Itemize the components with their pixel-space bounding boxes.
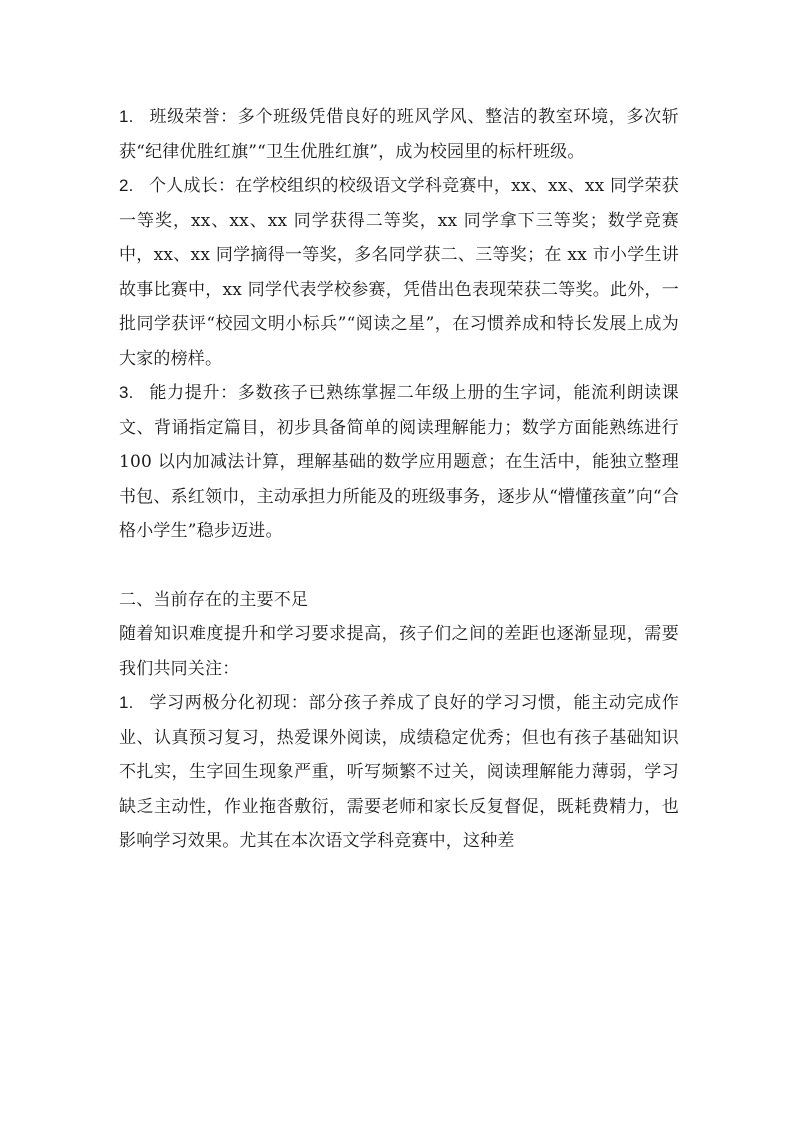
item-number: 1. <box>119 693 134 712</box>
list-item <box>119 686 679 859</box>
item-text: 能力提升：多数孩子已熟练掌握二年级上册的生字词，能流利朗读课文、背诵指定篇目，初步具备简单的阅读理解能力；数学方面能熟练进行 100 以内加减法计算，理解基础的数学应用题意；在生活中，能独立整理书包、系红领巾，主动承担力所能及的班级事务，逐步从“懵懂孩童”向“合格小学生”稳步迈进。 <box>119 383 679 541</box>
item-text: 学习两极分化初现：部分孩子养成了良好的学习习惯，能主动完成作业、认真预习复习，热爱课外阅读，成绩稳定优秀；但也有孩子基础知识不扎实，生字回生现象严重，听写频繁不过关，阅读理解能力薄弱，学习缺乏主动性，作业拖沓敷衍，需要老师和家长反复督促，既耗费精力，也影响学习效果。尤其在本次语文学科竞赛中，这种差 <box>119 693 679 851</box>
list-item <box>119 100 679 169</box>
section-intro: 随着知识难度提升和学习要求提高，孩子们之间的差距也逐渐显现，需要我们共同关注： <box>119 624 679 679</box>
list-item <box>119 169 679 376</box>
blank-line <box>119 549 679 583</box>
item-text: 个人成长：在学校组织的校级语文学科竞赛中，xx、xx、xx 同学荣获一等奖，xx、xx、xx 同学获得二等奖，xx 同学拿下三等奖；数学竞赛中，xx、xx 同学摘得一等奖，多名同学获二、三等奖；在 xx 市小学生讲故事比赛中，xx 同学代表学校参赛，凭借出色表现荣获二等奖。此外，一批同学获评“校园文明小标兵”“阅读之星”，在习惯养成和特长发展上成为大家的榜样。 <box>119 176 679 369</box>
item-number: 2. <box>119 176 134 195</box>
item-text: 班级荣誉：多个班级凭借良好的班风学风、整洁的教室环境，多次斩获“纪律优胜红旗”“卫生优胜红旗”，成为校园里的标杆班级。 <box>119 107 679 162</box>
document-page <box>119 100 679 859</box>
section-heading: 二、当前存在的主要不足 <box>119 589 309 610</box>
item-number: 3. <box>119 383 134 402</box>
item-number: 1. <box>119 107 134 126</box>
list-item <box>119 376 679 549</box>
